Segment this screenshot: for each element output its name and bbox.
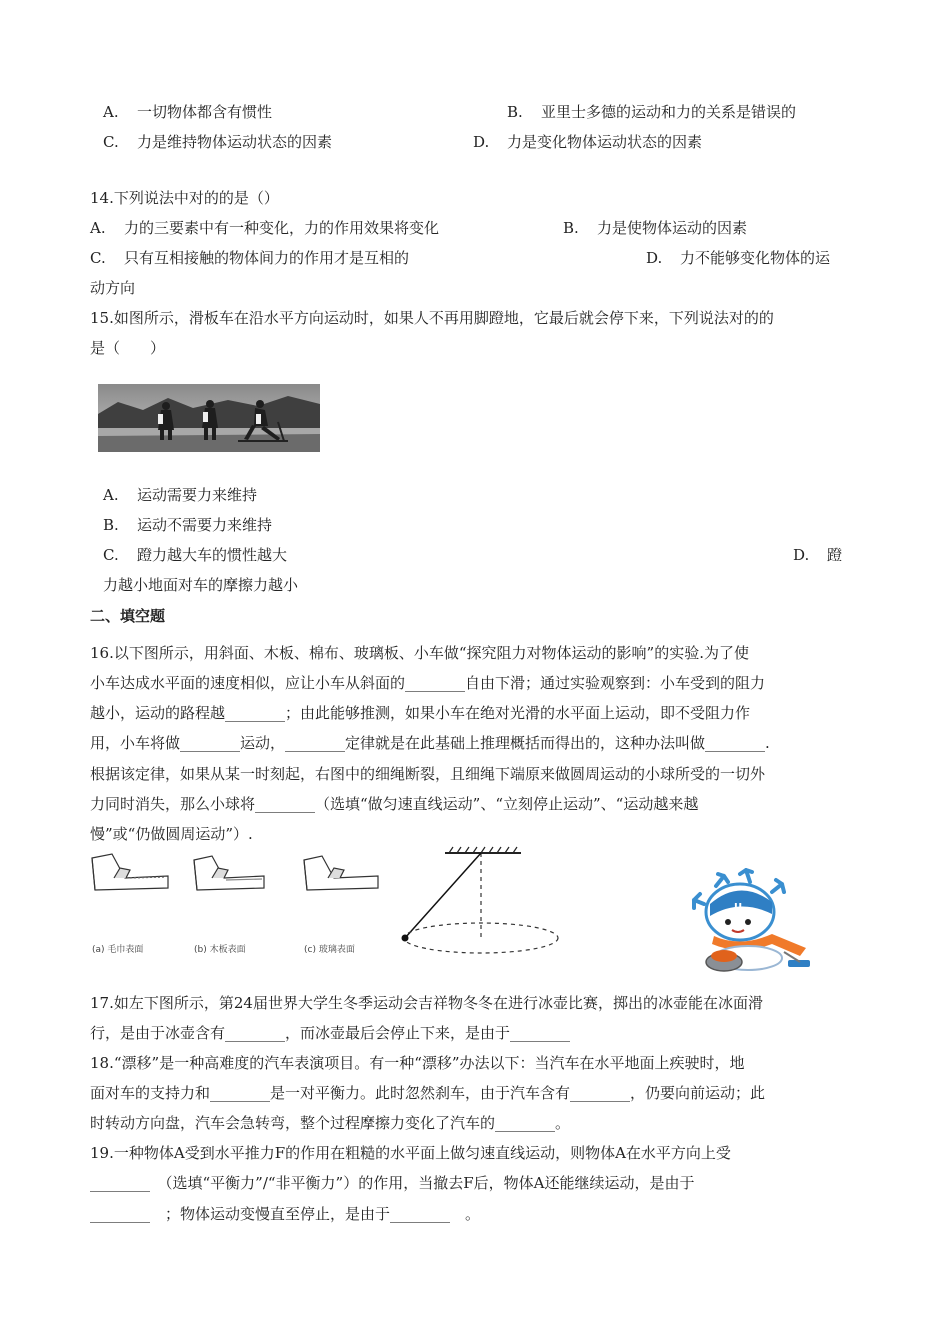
q15-option-a: A. 运动需要力来维持 (103, 486, 258, 504)
incline-glass-surface (304, 856, 378, 890)
q14-option-c: C. 只有互相接触的物体间力的作用才是互相的 (90, 249, 410, 267)
q16-line: 用，小车将做________运动，________定律就是在此基础上推理概括而得出的，这种办法叫做________. (90, 734, 770, 752)
q13-option-a: A. 一切物体都含有惯性 (103, 103, 273, 121)
q18-line: 时转动方向盘，汽车会急转弯，整个过程摩擦力变化了汽车的________。 (90, 1114, 571, 1132)
q15-stem-line2: 是（ ） (90, 339, 166, 357)
incline-board-surface (194, 856, 264, 890)
incline-caption-a: (a) 毛巾表面 (92, 945, 144, 955)
q19-line: 19.一种物体A受到水平推力F的作用在粗糙的水平面上做匀速直线运动，则物体A在水平方向上受 (90, 1144, 731, 1162)
svg-text:U: U (734, 902, 743, 913)
q15-option-d: D. 蹬 (793, 546, 843, 564)
q18-line: 18.“漂移”是一种高难度的汽车表演项目。有一种“漂移”办法以下：当汽车在水平地面上疾驶时，地 (90, 1054, 745, 1072)
q13-option-d: D. 力是变化物体运动状态的因素 (473, 133, 703, 151)
q19-line: ________ ；物体运动变慢直至停止，是由于________ 。 (90, 1205, 481, 1223)
mascot-curling-image (688, 868, 820, 980)
q16-line: 慢”或“仍做圆周运动”）. (90, 825, 253, 843)
incline-experiment-figure (90, 848, 390, 963)
q13-option-c: C. 力是维持物体运动状态的因素 (103, 133, 333, 151)
q16-line: 根据该定律，如果从某一时刻起，右图中的细绳断裂，且细绳下端原来做圆周运动的小球所受的一切外 (90, 765, 766, 783)
incline-caption-c: (c) 玻璃表面 (304, 945, 355, 955)
q19-line: ________ （选填“平衡力”/“非平衡力”）的作用，当撤去F后，物体A还能继续运动，是由于 (90, 1174, 695, 1192)
q16-line: 小车达成水平面的速度相似，应让小车从斜面的________自由下滑；通过实验观察到：小车受到的阻力 (90, 674, 766, 692)
section-heading: 二、填空题 (90, 607, 166, 625)
q16-line: 16.以下图所示，用斜面、木板、棉布、玻璃板、小车做“探究阻力对物体运动的影响”的实验.为了使 (90, 644, 749, 662)
q14-option-d-continued: 动方向 (90, 279, 136, 297)
q14-option-d: D. 力不能够变化物体的运 (646, 249, 831, 267)
q15-option-c: C. 蹬力越大车的惯性越大 (103, 546, 288, 564)
q14-stem: 14.下列说法中对的的是（） (90, 189, 279, 207)
q15-option-b: B. 运动不需要力来维持 (103, 516, 273, 534)
incline-towel-surface (92, 854, 168, 890)
q17-line: 行，是由于冰壶含有________，而冰壶最后会停止下来，是由于________ (90, 1024, 571, 1042)
q13-option-b: B. 亚里士多德的运动和力的关系是错误的 (507, 103, 797, 121)
q15-stem-line1: 15.如图所示，滑板车在沿水平方向运动时，如果人不再用脚蹬地，它最后就会停下来，下列说法对的的 (90, 309, 774, 327)
pendulum-figure (395, 846, 565, 964)
q16-line: 力同时消失，那么小球将________（选填“做匀速直线运动”、“立刻停止运动”、“运动越来越 (90, 795, 699, 813)
q16-line: 越小，运动的路程越________；由此能够推测，如果小车在绝对光滑的水平面上运动，即不受阻力作 (90, 704, 751, 722)
q17-line: 17.如左下图所示，第24届世界大学生冬季运动会吉祥物冬冬在进行冰壶比赛，掷出的冰壶能在冰面滑 (90, 994, 763, 1012)
q14-option-a: A. 力的三要素中有一种变化，力的作用效果将变化 (90, 219, 440, 237)
q14-option-b: B. 力是使物体运动的因素 (563, 219, 748, 237)
q15-option-d-continued: 力越小地面对车的摩擦力越小 (103, 576, 299, 594)
q18-line: 面对车的支持力和________是一对平衡力。此时忽然刹车，由于汽车含有________，仍要向前运动；此 (90, 1084, 766, 1102)
incline-caption-b: (b) 木板表面 (194, 945, 246, 955)
scooter-photo (98, 384, 320, 452)
